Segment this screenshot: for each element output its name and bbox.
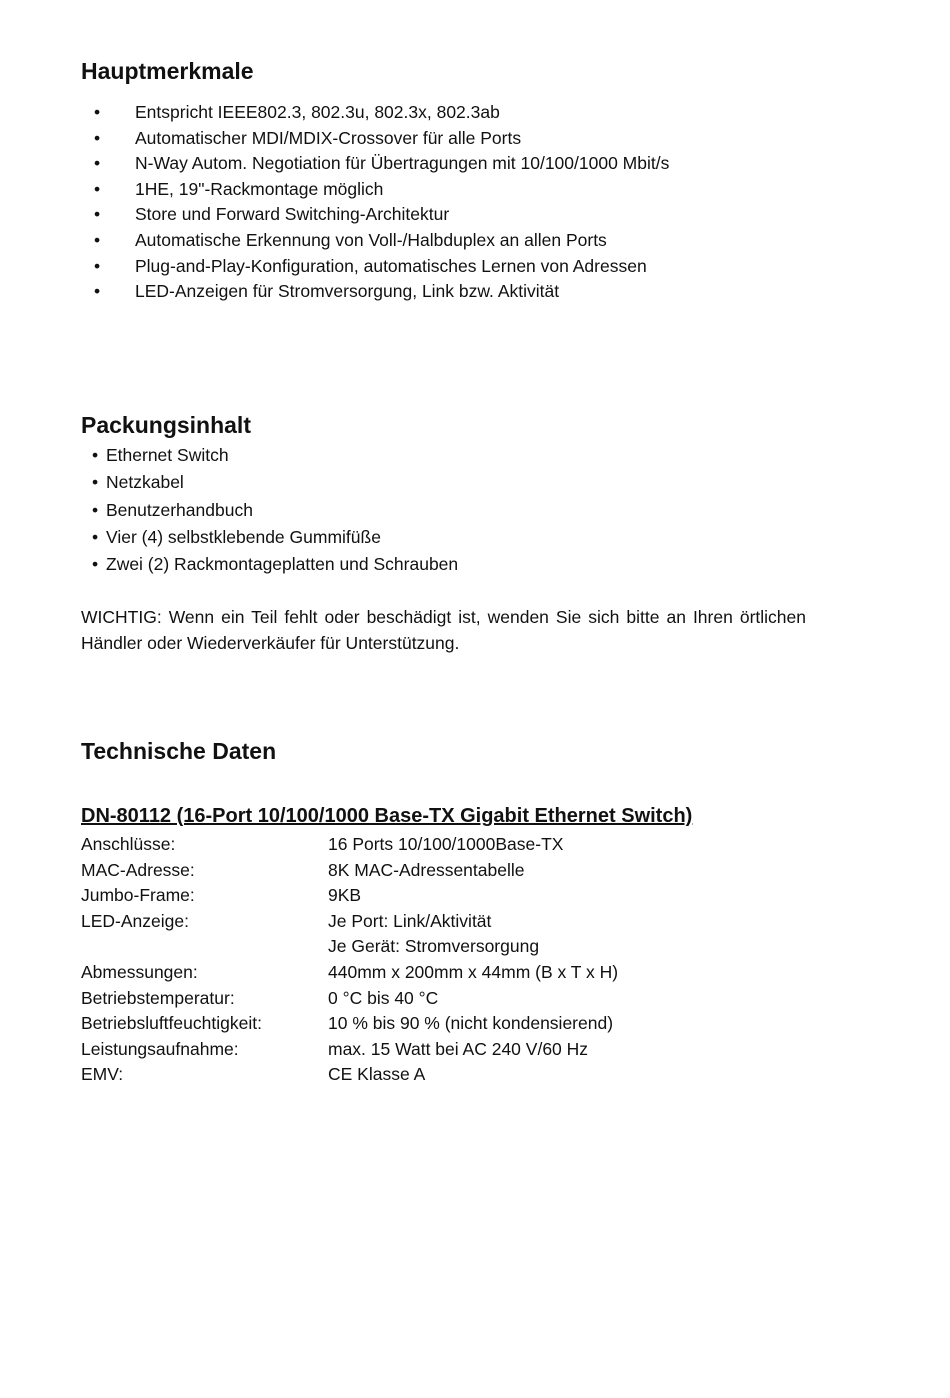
spec-value: Je Port: Link/Aktivität	[328, 910, 492, 931]
list-item-text: Ethernet Switch	[106, 445, 229, 465]
specs-heading: Technische Daten	[81, 738, 277, 764]
spec-label: Betriebsluftfeuchtigkeit:	[81, 1013, 262, 1034]
spec-label: MAC-Adresse:	[81, 859, 195, 880]
list-item	[0, 524, 458, 551]
list-item-text: Store und Forward Switching-Architektur	[135, 204, 450, 225]
spec-label: EMV:	[81, 1064, 124, 1085]
list-item	[0, 551, 458, 578]
list-item-text: N-Way Autom. Negotiation für Übertragungen mit 10/100/1000 Mbit/s	[135, 153, 670, 174]
list-item	[0, 228, 669, 254]
list-item	[0, 126, 669, 152]
list-item-text: 1HE, 19"-Rackmontage möglich	[135, 178, 384, 199]
list-item-text: Zwei (2) Rackmontageplatten und Schrauben	[106, 554, 459, 575]
list-item	[0, 177, 669, 203]
bullet-icon: •	[92, 499, 99, 520]
bullet-icon: •	[94, 204, 101, 225]
spec-label: Leistungsaufnahme:	[81, 1038, 239, 1059]
list-item-text: Automatische Erkennung von Voll-/Halbduplex an allen Ports	[135, 229, 607, 250]
spec-label: Anschlüsse:	[81, 834, 176, 854]
list-item-text: LED-Anzeigen für Stromversorgung, Link bzw. Aktivität	[135, 281, 560, 302]
list-item	[0, 279, 669, 305]
bullet-icon: •	[94, 153, 101, 174]
list-item-text: Vier (4) selbstklebende Gummifüße	[106, 526, 381, 547]
spec-label: LED-Anzeige:	[81, 910, 189, 931]
bullet-icon: •	[94, 281, 101, 302]
spec-value: Je Gerät: Stromversorgung	[328, 936, 540, 957]
spec-value: max. 15 Watt bei AC 240 V/60 Hz	[328, 1038, 589, 1059]
list-item	[0, 442, 458, 469]
bullet-icon: •	[92, 554, 99, 575]
spec-value: 8K MAC-Adressentabelle	[328, 859, 525, 880]
spec-value: 9KB	[328, 885, 362, 906]
list-item	[0, 469, 458, 496]
list-item	[0, 202, 669, 228]
bullet-icon: •	[92, 445, 99, 465]
spec-value: 0 °C bis 40 °C	[328, 987, 439, 1008]
spec-value: CE Klasse A	[328, 1064, 426, 1085]
list-item	[0, 100, 669, 126]
list-item	[0, 254, 669, 280]
list-item	[0, 497, 458, 524]
spec-label: Jumbo-Frame:	[81, 885, 195, 906]
spec-label: Abmessungen:	[81, 961, 198, 982]
spec-value: 10 % bis 90 % (nicht kondensierend)	[328, 1013, 614, 1034]
spec-value: 16 Ports 10/100/1000Base-TX	[328, 834, 564, 854]
list-item-text: Plug-and-Play-Konfiguration, automatisches Lernen von Adressen	[135, 255, 647, 276]
spec-value: 440mm x 200mm x 44mm (B x T x H)	[328, 961, 619, 982]
bullet-icon: •	[94, 229, 101, 250]
spec-label: Betriebstemperatur:	[81, 987, 235, 1008]
bullet-icon: •	[94, 127, 101, 148]
package-heading: Packungsinhalt	[81, 412, 251, 438]
list-item-text: Benutzerhandbuch	[106, 499, 253, 520]
bullet-icon: •	[92, 472, 99, 493]
list-item-text: Entspricht IEEE802.3, 802.3u, 802.3x, 802.3ab	[135, 102, 500, 122]
bullet-icon: •	[94, 255, 101, 276]
features-list	[0, 100, 669, 305]
list-item	[0, 151, 669, 177]
bullet-icon: •	[92, 526, 99, 547]
bullet-icon: •	[94, 102, 101, 122]
bullet-icon: •	[94, 178, 101, 199]
list-item-text: Netzkabel	[106, 472, 184, 493]
package-list	[0, 442, 458, 578]
model-title: DN-80112 (16-Port 10/100/1000 Base-TX Gigabit Ethernet Switch)	[81, 805, 693, 827]
list-item-text: Automatischer MDI/MDIX-Crossover für alle Ports	[135, 127, 522, 148]
important-notice: WICHTIG: Wenn ein Teil fehlt oder beschädigt ist, wenden Sie sich bitte an Ihren örtlichen Händler oder Wiederverkäufer für Unterstützung.	[81, 607, 806, 653]
features-heading: Hauptmerkmale	[81, 58, 254, 84]
